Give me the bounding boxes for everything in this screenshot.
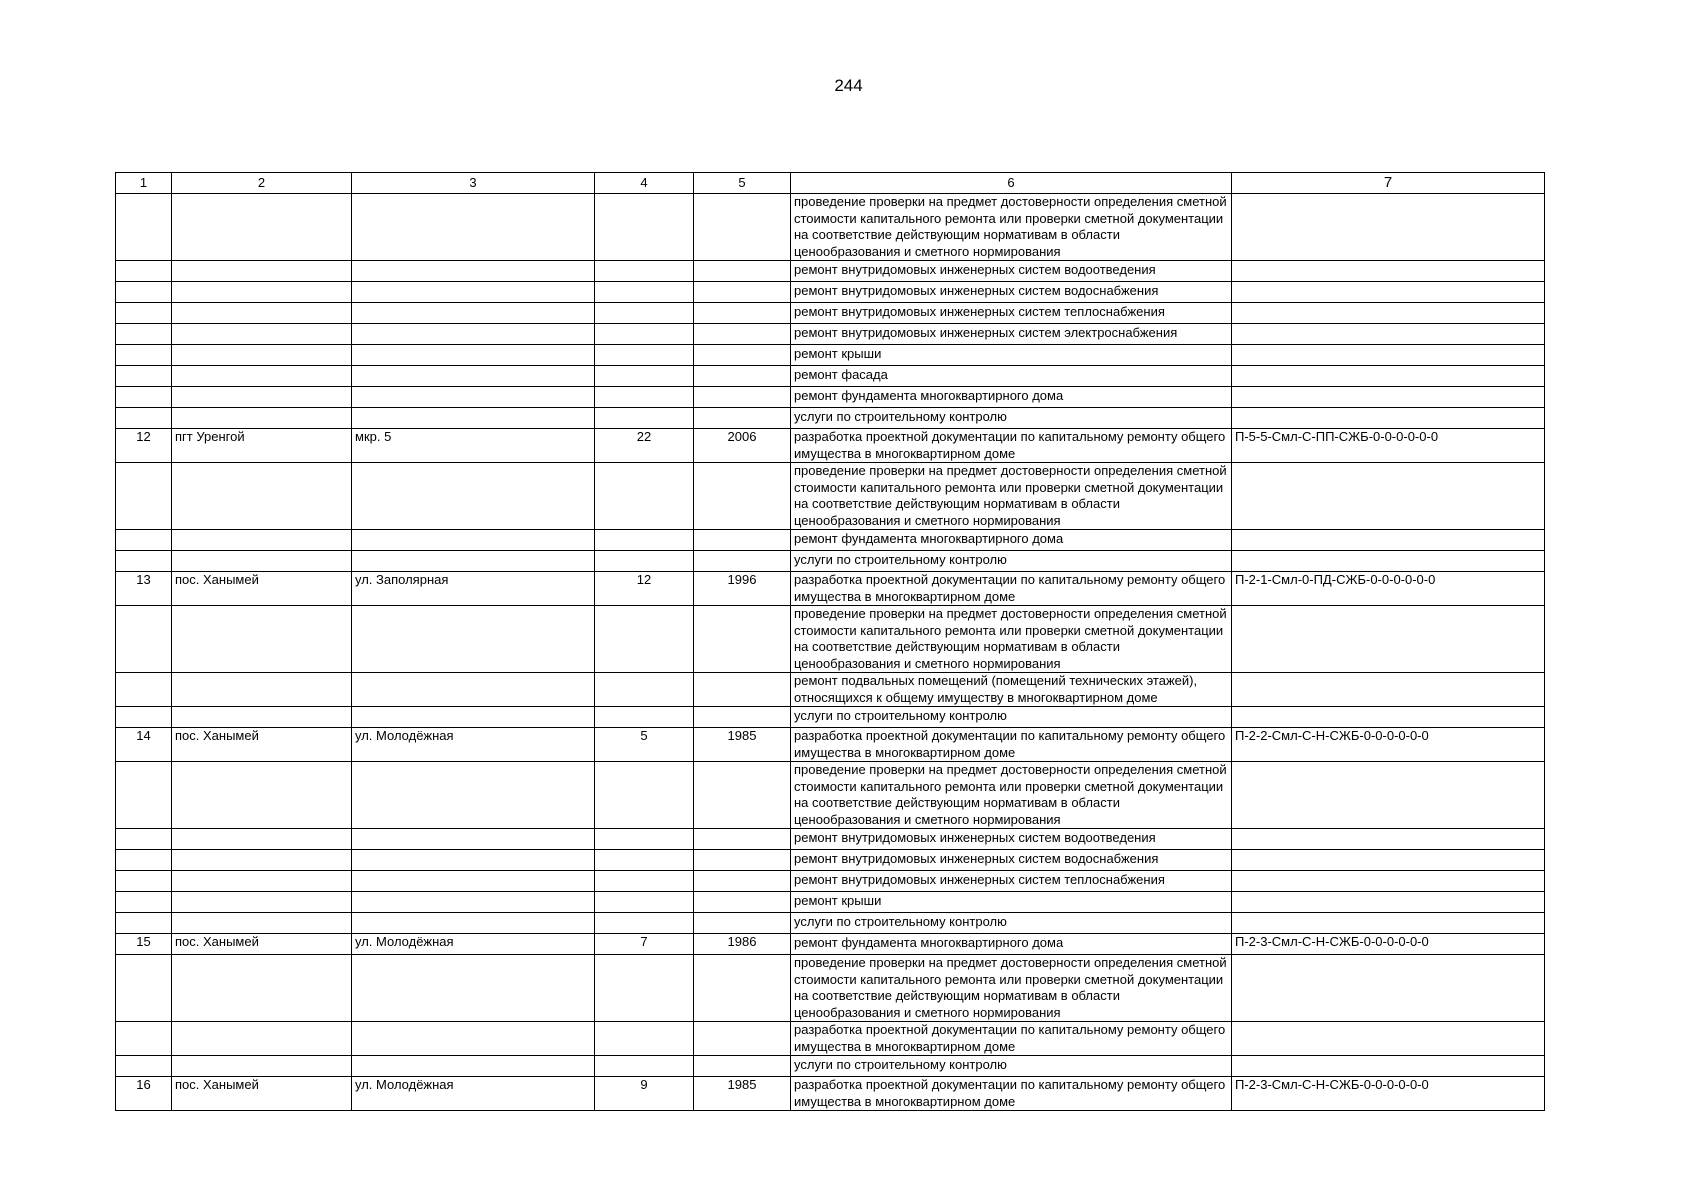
build-year-cell (694, 673, 791, 707)
row-number-cell (116, 303, 172, 324)
project-code-cell (1232, 850, 1545, 871)
street-cell (352, 673, 595, 707)
project-code-cell (1232, 261, 1545, 282)
build-year-cell (694, 463, 791, 530)
settlement-cell (172, 324, 352, 345)
build-year-cell (694, 324, 791, 345)
project-code-cell (1232, 762, 1545, 829)
settlement-cell (172, 261, 352, 282)
header-row (116, 173, 1545, 194)
settlement-cell: пгт Уренгой (172, 429, 352, 463)
table-body (116, 194, 1545, 1111)
street-cell: мкр. 5 (352, 429, 595, 463)
street-cell (352, 892, 595, 913)
project-code-cell (1232, 1022, 1545, 1056)
table-row (116, 303, 1545, 324)
street-cell (352, 871, 595, 892)
settlement-cell: пос. Ханымей (172, 934, 352, 955)
table-row (116, 551, 1545, 572)
street-cell (352, 606, 595, 673)
settlement-cell (172, 892, 352, 913)
street-cell (352, 366, 595, 387)
house-number-cell (595, 551, 694, 572)
table-row (116, 1022, 1545, 1056)
work-type-cell: проведение проверки на предмет достоверности определения сметной стоимости капитального ремонта или проверки сметной документации на соответствие действующим нормативам в области ценообразования и сметного нормирования (791, 955, 1232, 1022)
work-type-cell: ремонт фасада (791, 366, 1232, 387)
street-cell (352, 1022, 595, 1056)
table-row (116, 261, 1545, 282)
settlement-cell (172, 606, 352, 673)
house-number-cell (595, 345, 694, 366)
work-type-cell: проведение проверки на предмет достоверности определения сметной стоимости капитального ремонта или проверки сметной документации на соответствие действующим нормативам в области ценообразования и сметного нормирования (791, 606, 1232, 673)
work-type-cell: ремонт фундамента многоквартирного дома (791, 530, 1232, 551)
street-cell: ул. Молодёжная (352, 934, 595, 955)
table-row (116, 934, 1545, 955)
row-number-cell (116, 530, 172, 551)
table-row (116, 955, 1545, 1022)
row-number-cell: 14 (116, 728, 172, 762)
table-row (116, 913, 1545, 934)
settlement-cell (172, 282, 352, 303)
house-number-cell: 5 (595, 728, 694, 762)
work-type-cell: ремонт внутридомовых инженерных систем теплоснабжения (791, 871, 1232, 892)
work-type-cell: услуги по строительному контролю (791, 551, 1232, 572)
row-number-cell (116, 282, 172, 303)
build-year-cell: 1985 (694, 1077, 791, 1111)
table-row (116, 463, 1545, 530)
settlement-cell (172, 871, 352, 892)
settlement-cell (172, 1022, 352, 1056)
row-number-cell (116, 261, 172, 282)
row-number-cell: 15 (116, 934, 172, 955)
street-cell (352, 303, 595, 324)
table-row (116, 1056, 1545, 1077)
table-row (116, 606, 1545, 673)
street-cell (352, 408, 595, 429)
house-number-cell (595, 463, 694, 530)
house-number-cell: 9 (595, 1077, 694, 1111)
work-type-cell: разработка проектной документации по капитальному ремонту общего имущества в многоквартирном доме (791, 1022, 1232, 1056)
work-type-cell: услуги по строительному контролю (791, 707, 1232, 728)
row-number-cell: 13 (116, 572, 172, 606)
table-row (116, 871, 1545, 892)
street-cell (352, 829, 595, 850)
column-header-3: 3 (352, 173, 595, 194)
table-row (116, 850, 1545, 871)
project-code-cell (1232, 673, 1545, 707)
row-number-cell (116, 463, 172, 530)
build-year-cell (694, 530, 791, 551)
project-code-cell: П-5-5-Смл-С-ПП-СЖБ-0-0-0-0-0-0 (1232, 429, 1545, 463)
project-code-cell (1232, 829, 1545, 850)
project-code-cell (1232, 387, 1545, 408)
house-number-cell (595, 1056, 694, 1077)
build-year-cell (694, 1056, 791, 1077)
street-cell: ул. Молодёжная (352, 1077, 595, 1111)
row-number-cell: 16 (116, 1077, 172, 1111)
project-code-cell (1232, 1056, 1545, 1077)
house-number-cell (595, 762, 694, 829)
row-number-cell (116, 194, 172, 261)
house-number-cell (595, 387, 694, 408)
work-type-cell: ремонт внутридомовых инженерных систем водоснабжения (791, 282, 1232, 303)
table-row (116, 429, 1545, 463)
build-year-cell (694, 955, 791, 1022)
settlement-cell (172, 194, 352, 261)
street-cell (352, 530, 595, 551)
project-code-cell (1232, 551, 1545, 572)
build-year-cell: 2006 (694, 429, 791, 463)
street-cell (352, 955, 595, 1022)
work-type-cell: ремонт внутридомовых инженерных систем водоотведения (791, 261, 1232, 282)
settlement-cell (172, 366, 352, 387)
street-cell (352, 762, 595, 829)
house-number-cell (595, 955, 694, 1022)
build-year-cell (694, 387, 791, 408)
settlement-cell (172, 530, 352, 551)
house-number-cell: 7 (595, 934, 694, 955)
table-row (116, 728, 1545, 762)
project-code-cell: П-2-3-Смл-С-Н-СЖБ-0-0-0-0-0-0 (1232, 934, 1545, 955)
work-type-cell: ремонт подвальных помещений (помещений технических этажей), относящихся к общему имуществу в многоквартирном доме (791, 673, 1232, 707)
settlement-cell: пос. Ханымей (172, 572, 352, 606)
row-number-cell (116, 387, 172, 408)
build-year-cell (694, 261, 791, 282)
row-number-cell (116, 955, 172, 1022)
column-header-5: 5 (694, 173, 791, 194)
build-year-cell (694, 366, 791, 387)
work-type-cell: ремонт фундамента многоквартирного дома (791, 934, 1232, 955)
row-number-cell (116, 1056, 172, 1077)
project-code-cell: П-2-2-Смл-С-Н-СЖБ-0-0-0-0-0-0 (1232, 728, 1545, 762)
build-year-cell (694, 892, 791, 913)
build-year-cell (694, 871, 791, 892)
house-number-cell: 12 (595, 572, 694, 606)
table-row (116, 408, 1545, 429)
house-number-cell (595, 366, 694, 387)
work-type-cell: разработка проектной документации по капитальному ремонту общего имущества в многоквартирном доме (791, 728, 1232, 762)
build-year-cell (694, 408, 791, 429)
project-code-cell (1232, 408, 1545, 429)
settlement-cell (172, 551, 352, 572)
work-type-cell: проведение проверки на предмет достоверности определения сметной стоимости капитального ремонта или проверки сметной документации на соответствие действующим нормативам в области ценообразования и сметного нормирования (791, 762, 1232, 829)
build-year-cell: 1986 (694, 934, 791, 955)
row-number-cell (116, 871, 172, 892)
house-number-cell (595, 408, 694, 429)
build-year-cell (694, 606, 791, 673)
house-number-cell (595, 324, 694, 345)
settlement-cell: пос. Ханымей (172, 1077, 352, 1111)
table-row (116, 829, 1545, 850)
work-type-cell: ремонт внутридомовых инженерных систем теплоснабжения (791, 303, 1232, 324)
build-year-cell (694, 850, 791, 871)
house-number-cell (595, 530, 694, 551)
row-number-cell: 12 (116, 429, 172, 463)
build-year-cell (694, 762, 791, 829)
build-year-cell (694, 707, 791, 728)
house-number-cell: 22 (595, 429, 694, 463)
street-cell (352, 194, 595, 261)
table-row (116, 530, 1545, 551)
page-number: 244 (834, 76, 863, 95)
project-code-cell (1232, 345, 1545, 366)
street-cell: ул. Заполярная (352, 572, 595, 606)
work-type-cell: разработка проектной документации по капитальному ремонту общего имущества в многоквартирном доме (791, 1077, 1232, 1111)
row-number-cell (116, 673, 172, 707)
work-type-cell: разработка проектной документации по капитальному ремонту общего имущества в многоквартирном доме (791, 429, 1232, 463)
settlement-cell (172, 913, 352, 934)
project-code-cell (1232, 366, 1545, 387)
build-year-cell (694, 282, 791, 303)
table-row (116, 387, 1545, 408)
table-row (116, 324, 1545, 345)
street-cell (352, 551, 595, 572)
build-year-cell: 1985 (694, 728, 791, 762)
work-type-cell: проведение проверки на предмет достоверности определения сметной стоимости капитального ремонта или проверки сметной документации на соответствие действующим нормативам в области ценообразования и сметного нормирования (791, 194, 1232, 261)
work-type-cell: ремонт крыши (791, 345, 1232, 366)
build-year-cell (694, 345, 791, 366)
table-row (116, 345, 1545, 366)
house-number-cell (595, 850, 694, 871)
street-cell (352, 282, 595, 303)
row-number-cell (116, 408, 172, 429)
row-number-cell (116, 1022, 172, 1056)
street-cell: ул. Молодёжная (352, 728, 595, 762)
project-code-cell: П-2-3-Смл-С-Н-СЖБ-0-0-0-0-0-0 (1232, 1077, 1545, 1111)
work-type-cell: ремонт внутридомовых инженерных систем водоснабжения (791, 850, 1232, 871)
house-number-cell (595, 282, 694, 303)
build-year-cell (694, 1022, 791, 1056)
project-code-cell (1232, 303, 1545, 324)
project-code-cell (1232, 606, 1545, 673)
table-row (116, 762, 1545, 829)
table-row (116, 892, 1545, 913)
row-number-cell (116, 707, 172, 728)
work-type-cell: услуги по строительному контролю (791, 408, 1232, 429)
house-number-cell (595, 303, 694, 324)
house-number-cell (595, 892, 694, 913)
settlement-cell (172, 762, 352, 829)
row-number-cell (116, 892, 172, 913)
project-code-cell (1232, 871, 1545, 892)
column-header-2: 2 (172, 173, 352, 194)
house-number-cell (595, 1022, 694, 1056)
row-number-cell (116, 366, 172, 387)
settlement-cell (172, 1056, 352, 1077)
settlement-cell: пос. Ханымей (172, 728, 352, 762)
table-row (116, 282, 1545, 303)
settlement-cell (172, 345, 352, 366)
row-number-cell (116, 324, 172, 345)
work-type-cell: услуги по строительному контролю (791, 913, 1232, 934)
build-year-cell (694, 829, 791, 850)
build-year-cell (694, 551, 791, 572)
settlement-cell (172, 303, 352, 324)
table-row (116, 1077, 1545, 1111)
settlement-cell (172, 387, 352, 408)
row-number-cell (116, 345, 172, 366)
work-type-cell: ремонт фундамента многоквартирного дома (791, 387, 1232, 408)
project-code-cell (1232, 892, 1545, 913)
street-cell (352, 345, 595, 366)
project-code-cell (1232, 955, 1545, 1022)
column-header-6: 6 (791, 173, 1232, 194)
build-year-cell (694, 194, 791, 261)
column-header-7: 7 (1232, 173, 1545, 194)
settlement-cell (172, 955, 352, 1022)
row-number-cell (116, 850, 172, 871)
row-number-cell (116, 606, 172, 673)
house-number-cell (595, 707, 694, 728)
settlement-cell (172, 673, 352, 707)
build-year-cell (694, 303, 791, 324)
street-cell (352, 463, 595, 530)
house-number-cell (595, 194, 694, 261)
house-number-cell (595, 913, 694, 934)
settlement-cell (172, 463, 352, 530)
street-cell (352, 261, 595, 282)
street-cell (352, 324, 595, 345)
house-number-cell (595, 829, 694, 850)
work-type-cell: услуги по строительному контролю (791, 1056, 1232, 1077)
capital-repair-table (115, 172, 1545, 1111)
row-number-cell (116, 551, 172, 572)
project-code-cell (1232, 530, 1545, 551)
table-row (116, 572, 1545, 606)
row-number-cell (116, 829, 172, 850)
work-type-cell: разработка проектной документации по капитальному ремонту общего имущества в многоквартирном доме (791, 572, 1232, 606)
project-code-cell (1232, 282, 1545, 303)
house-number-cell (595, 606, 694, 673)
table-row (116, 366, 1545, 387)
street-cell (352, 387, 595, 408)
house-number-cell (595, 871, 694, 892)
project-code-cell (1232, 194, 1545, 261)
street-cell (352, 850, 595, 871)
street-cell (352, 707, 595, 728)
work-type-cell: ремонт крыши (791, 892, 1232, 913)
row-number-cell (116, 762, 172, 829)
column-header-4: 4 (595, 173, 694, 194)
street-cell (352, 913, 595, 934)
build-year-cell (694, 913, 791, 934)
table-row (116, 707, 1545, 728)
table-row (116, 673, 1545, 707)
street-cell (352, 1056, 595, 1077)
project-code-cell (1232, 707, 1545, 728)
settlement-cell (172, 408, 352, 429)
build-year-cell: 1996 (694, 572, 791, 606)
project-code-cell: П-2-1-Смл-0-ПД-СЖБ-0-0-0-0-0-0 (1232, 572, 1545, 606)
column-header-1: 1 (116, 173, 172, 194)
settlement-cell (172, 850, 352, 871)
work-type-cell: ремонт внутридомовых инженерных систем электроснабжения (791, 324, 1232, 345)
project-code-cell (1232, 324, 1545, 345)
settlement-cell (172, 829, 352, 850)
row-number-cell (116, 913, 172, 934)
project-code-cell (1232, 463, 1545, 530)
work-type-cell: проведение проверки на предмет достоверности определения сметной стоимости капитального ремонта или проверки сметной документации на соответствие действующим нормативам в области ценообразования и сметного нормирования (791, 463, 1232, 530)
settlement-cell (172, 707, 352, 728)
work-type-cell: ремонт внутридомовых инженерных систем водоотведения (791, 829, 1232, 850)
table-row (116, 194, 1545, 261)
project-code-cell (1232, 913, 1545, 934)
house-number-cell (595, 261, 694, 282)
house-number-cell (595, 673, 694, 707)
